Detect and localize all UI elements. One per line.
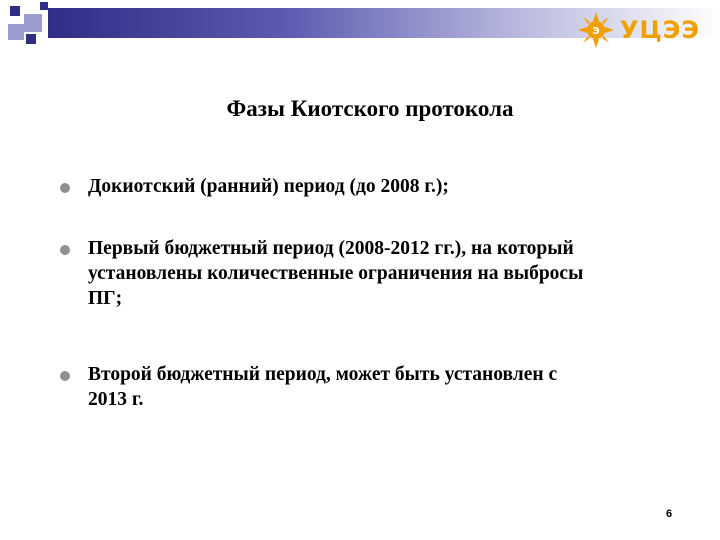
bullet-text xyxy=(88,174,449,199)
bullet-dot-icon xyxy=(60,371,70,381)
bullet-item xyxy=(60,362,680,412)
svg-text:Э: Э xyxy=(592,26,600,37)
bullet-text xyxy=(88,236,583,311)
bullet-dot-icon xyxy=(60,245,70,255)
bullet-item xyxy=(60,236,680,311)
slide-title: Фазы Киотского протокола xyxy=(226,96,514,121)
bullet-line: установлены количественные ограничения на выбросы xyxy=(88,263,584,284)
decor-square xyxy=(40,2,48,10)
decor-square xyxy=(10,6,20,16)
bullet-line: Первый бюджетный период (2008-2012 гг.), на который xyxy=(88,238,574,259)
bullet-dot-icon xyxy=(60,183,70,193)
bullet-line: Докиотский (ранний) период (до 2008 г.); xyxy=(88,176,449,197)
decor-square xyxy=(24,14,42,32)
bullet-item xyxy=(60,174,680,199)
decor-square xyxy=(26,34,36,44)
sun-icon xyxy=(578,12,614,48)
decor-square xyxy=(8,24,24,40)
logo-text: УЦЭЭ xyxy=(620,16,700,44)
bullet-text xyxy=(88,362,557,412)
bullet-line: ПГ; xyxy=(88,288,123,309)
bullet-line: Второй бюджетный период, может быть установлен с xyxy=(88,364,558,385)
bullet-line: 2013 г. xyxy=(88,389,144,410)
logo xyxy=(578,12,700,48)
page-number: 6 xyxy=(666,508,673,520)
